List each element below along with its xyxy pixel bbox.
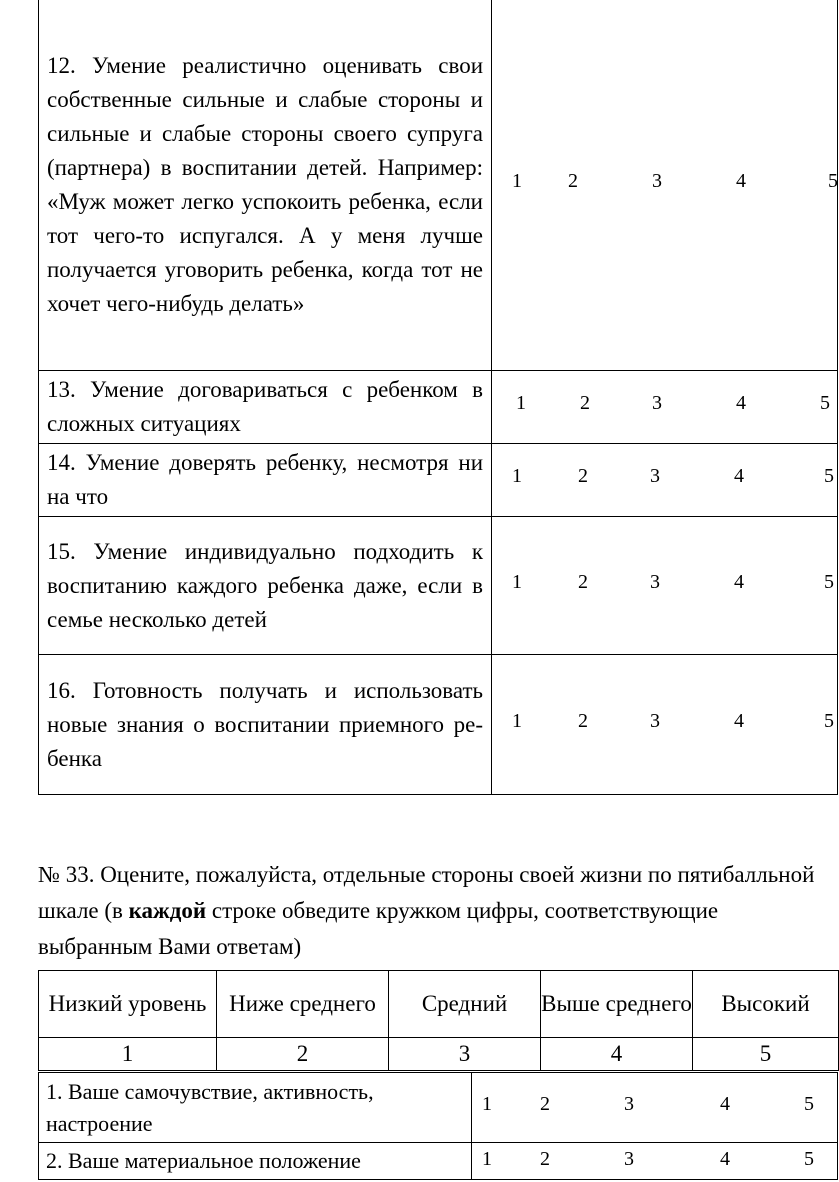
scale-2[interactable]: 2: [578, 465, 588, 487]
scale-4[interactable]: 4: [736, 392, 746, 414]
table-row: [39, 971, 839, 1038]
scale-4[interactable]: 4: [734, 465, 744, 487]
scale-1[interactable]: 1: [482, 1092, 492, 1115]
table-row: [39, 0, 838, 371]
aspect-1-scale: [472, 1073, 838, 1143]
scale-1[interactable]: 1: [482, 1148, 492, 1170]
row-15-text: 15. Умение индивидуально подходить к воспитанию каждого ребенка даже, если в семье несколько детей: [39, 517, 492, 655]
row-15-scale: [492, 517, 838, 655]
table-row: [39, 1038, 839, 1071]
scale-5[interactable]: 5: [804, 1148, 814, 1170]
scale-2[interactable]: 2: [580, 392, 590, 414]
level-code-1: 1: [39, 1038, 217, 1071]
table-row: [39, 655, 838, 795]
scale-3[interactable]: 3: [624, 1092, 634, 1115]
scale-1[interactable]: 1: [512, 465, 522, 487]
level-code-4: 4: [541, 1038, 693, 1071]
question-33-bold-word: каждой: [128, 898, 207, 923]
row-14-scale: [492, 444, 838, 517]
scale-5[interactable]: 5: [824, 570, 834, 593]
level-code-5: 5: [693, 1038, 839, 1071]
skills-rating-table: [38, 0, 838, 795]
row-14-text: 14. Умение доверять ребенку, несмотря ни на что: [39, 444, 492, 517]
scale-1[interactable]: 1: [512, 709, 522, 732]
scale-3[interactable]: 3: [650, 709, 660, 732]
level-label-2: Ниже среднего: [217, 971, 389, 1038]
scale-3[interactable]: 3: [652, 169, 662, 192]
life-aspects-table: [38, 1072, 838, 1180]
level-label-3: Средний: [389, 971, 541, 1038]
scale-2[interactable]: 2: [540, 1148, 550, 1170]
row-12-scale: [492, 0, 838, 371]
scale-1[interactable]: 1: [516, 392, 526, 414]
levels-legend-table: [38, 970, 839, 1071]
aspect-2-scale: [472, 1143, 838, 1180]
scale-2[interactable]: 2: [578, 570, 588, 593]
table-row: [39, 517, 838, 655]
scale-3[interactable]: 3: [652, 392, 662, 414]
scale-2[interactable]: 2: [540, 1092, 550, 1115]
question-33-text-end: строке обведите кружком цифры, соответствующие выбранным Вами ответам): [38, 898, 719, 959]
scale-1[interactable]: 1: [512, 169, 522, 192]
table-row: [39, 1073, 838, 1143]
row-13-scale: [492, 371, 838, 444]
scale-2[interactable]: 2: [578, 709, 588, 732]
scale-3[interactable]: 3: [624, 1148, 634, 1170]
scale-3[interactable]: 3: [650, 465, 660, 487]
table-row: [39, 371, 838, 444]
scale-4[interactable]: 4: [720, 1092, 730, 1115]
scale-5[interactable]: 5: [824, 465, 834, 487]
scale-5[interactable]: 5: [804, 1092, 814, 1115]
scale-5[interactable]: 5: [820, 392, 830, 414]
level-label-1: Низкий уровень: [39, 971, 217, 1038]
scale-3[interactable]: 3: [650, 570, 660, 593]
scale-5[interactable]: 5: [824, 709, 834, 732]
row-16-text: 16. Готовность получать и использовать новые знания о воспитании приемного ре-бенка: [39, 655, 492, 795]
level-code-3: 3: [389, 1038, 541, 1071]
question-33-text-start: № 33. Оцените, пожалуйста, отдельные стороны своей жизни по пятибалльной шкале (в: [38, 862, 815, 923]
table-row: [39, 1143, 838, 1180]
row-16-scale: [492, 655, 838, 795]
scale-4[interactable]: 4: [734, 709, 744, 732]
scale-2[interactable]: 2: [568, 169, 578, 192]
aspect-1-text: 1. Ваше самочувствие, активность, настроение: [39, 1073, 472, 1143]
row-12-text: 12. Умение реалистично оценивать свои собственные сильные и слабые стороны и сильные и слабые стороны своего супруга (партнера) в воспитании детей. Например: «Муж может легко успокоить ребенка, если тот чего-то испугался. А у меня лучше получается уговорить ребенка, когда тот не хочет чего-нибудь делать»: [39, 0, 492, 371]
scale-4[interactable]: 4: [736, 169, 746, 192]
question-33: [38, 857, 838, 965]
scale-4[interactable]: 4: [720, 1148, 730, 1170]
scale-5[interactable]: 5: [828, 169, 838, 192]
table-row: [39, 444, 838, 517]
row-13-text: 13. Умение договариваться с ребенком в сложных ситуациях: [39, 371, 492, 444]
scale-4[interactable]: 4: [734, 570, 744, 593]
level-label-5: Высокий: [693, 971, 839, 1038]
level-label-4: Выше среднего: [541, 971, 693, 1038]
aspect-2-text: 2. Ваше материальное положение: [39, 1143, 472, 1180]
scale-1[interactable]: 1: [512, 570, 522, 593]
level-code-2: 2: [217, 1038, 389, 1071]
